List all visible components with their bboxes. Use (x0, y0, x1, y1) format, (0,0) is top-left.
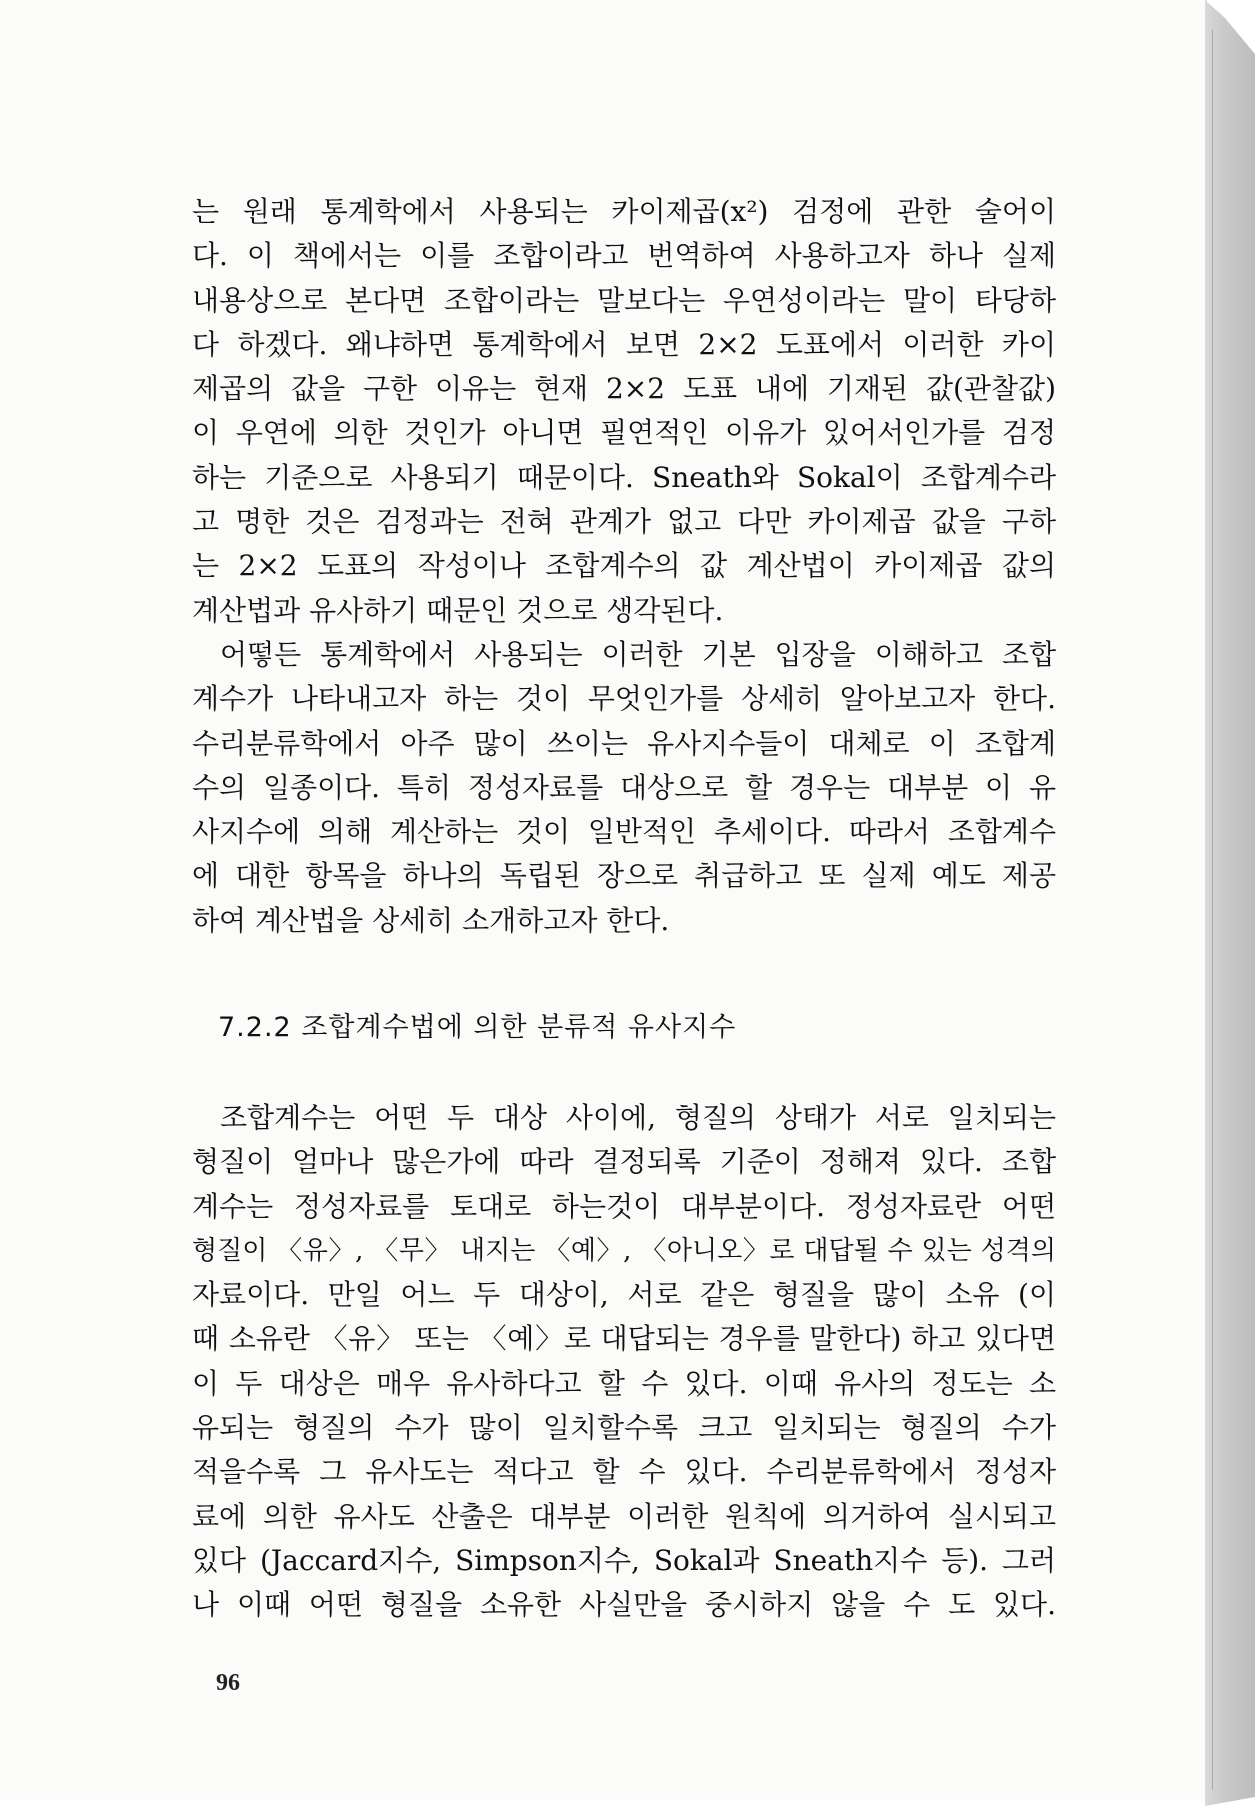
text-line: 는 2×2 도표의 작성이나 조합계수의 값 계산법이 카이제곱 값의 (192, 549, 1056, 583)
text-line: 는 원래 통계학에서 사용되는 카이제곱(x²) 검정에 관한 술어이 (192, 195, 1056, 228)
text-line: 수리분류학에서 아주 많이 쓰이는 유사지수들이 대체로 이 조합계 (192, 726, 1056, 760)
page-edge-line (1212, 30, 1213, 1790)
text-line: 료에 의한 유사도 산출은 대부분 이러한 원칙에 의거하여 실시되고 (192, 1499, 1056, 1533)
text-line: 하는 기준으로 사용되기 때문이다. Sneath와 Sokal이 조합계수라 (192, 460, 1056, 494)
text-line: 계산법과 유사하기 때문인 것으로 생각된다. (192, 593, 724, 627)
section-heading: 7.2.2 조합계수법에 의한 분류적 유사지수 (218, 1012, 737, 1043)
text-line: 다. 이 책에서는 이를 조합이라고 번역하여 사용하고자 하나 실제 (192, 239, 1056, 273)
paragraph-block-1 (192, 190, 1056, 943)
text-line: 사지수에 의해 계산하는 것이 일반적인 추세이다. 따라서 조합계수 (192, 815, 1056, 849)
text-line: 계수가 나타내고자 하는 것이 무엇인가를 상세히 알아보고자 한다. (192, 682, 1056, 716)
page-number: 96 (216, 1670, 240, 1696)
text-line: 이 두 대상은 매우 유사하다고 할 수 있다. 이때 유사의 정도는 소 (192, 1366, 1056, 1400)
text-line: 나 이때 어떤 형질을 소유한 사실만을 중시하지 않을 수 도 있다. (192, 1588, 1056, 1622)
paragraph-block-2 (192, 1096, 1056, 1628)
text-line: 적을수록 그 유사도는 적다고 할 수 있다. 수리분류학에서 정성자 (192, 1455, 1056, 1489)
text-line: 고 명한 것은 검정과는 전혀 관계가 없고 다만 카이제곱 값을 구하 (192, 505, 1056, 539)
text-line: 제곱의 값을 구한 이유는 현재 2×2 도표 내에 기재된 값(관찰값) (192, 372, 1056, 406)
text-line: 계수는 정성자료를 토대로 하는것이 대부분이다. 정성자료란 어떤 (192, 1189, 1056, 1223)
text-line: 형질이 얼마나 많은가에 따라 결정되록 기준이 정해져 있다. 조합 (192, 1145, 1056, 1179)
text-line: 이 우연에 의한 것인가 아니면 필연적인 이유가 있어서인가를 검정 (192, 416, 1056, 450)
text-line: 형질이 〈유〉, 〈무〉 내지는 〈예〉, 〈아니오〉로 대답될 수 있는 성격의 (192, 1235, 1056, 1266)
text-line: 하여 계산법을 상세히 소개하고자 한다. (192, 903, 670, 937)
text-line: 조합계수는 어떤 두 대상 사이에, 형질의 상태가 서로 일치되는 (220, 1101, 1056, 1134)
text-line: 때 소유란 〈유〉 또는 〈예〉로 대답되는 경우를 말한다) 하고 있다면 (192, 1322, 1056, 1356)
text-line: 자료이다. 만일 어느 두 대상이, 서로 같은 형질을 많이 소유 (이 (192, 1278, 1056, 1312)
text-line: 있다 (Jaccard지수, Simpson지수, Sokal과 Sneath지수 등). 그러 (192, 1543, 1056, 1577)
text-line: 수의 일종이다. 특히 정성자료를 대상으로 할 경우는 대부분 이 유 (192, 770, 1056, 804)
text-line: 내용상으로 본다면 조합이라는 말보다는 우연성이라는 말이 타당하 (192, 283, 1056, 317)
text-line: 에 대한 항목을 하나의 독립된 장으로 취급하고 또 실제 예도 제공 (192, 859, 1056, 893)
text-line: 유되는 형질의 수가 많이 일치할수록 크고 일치되는 형질의 수가 (192, 1411, 1056, 1445)
text-line: 다 하겠다. 왜냐하면 통계학에서 보면 2×2 도표에서 이러한 카이 (192, 327, 1056, 361)
text-line: 어떻든 통계학에서 사용되는 이러한 기본 입장을 이해하고 조합 (220, 637, 1056, 671)
